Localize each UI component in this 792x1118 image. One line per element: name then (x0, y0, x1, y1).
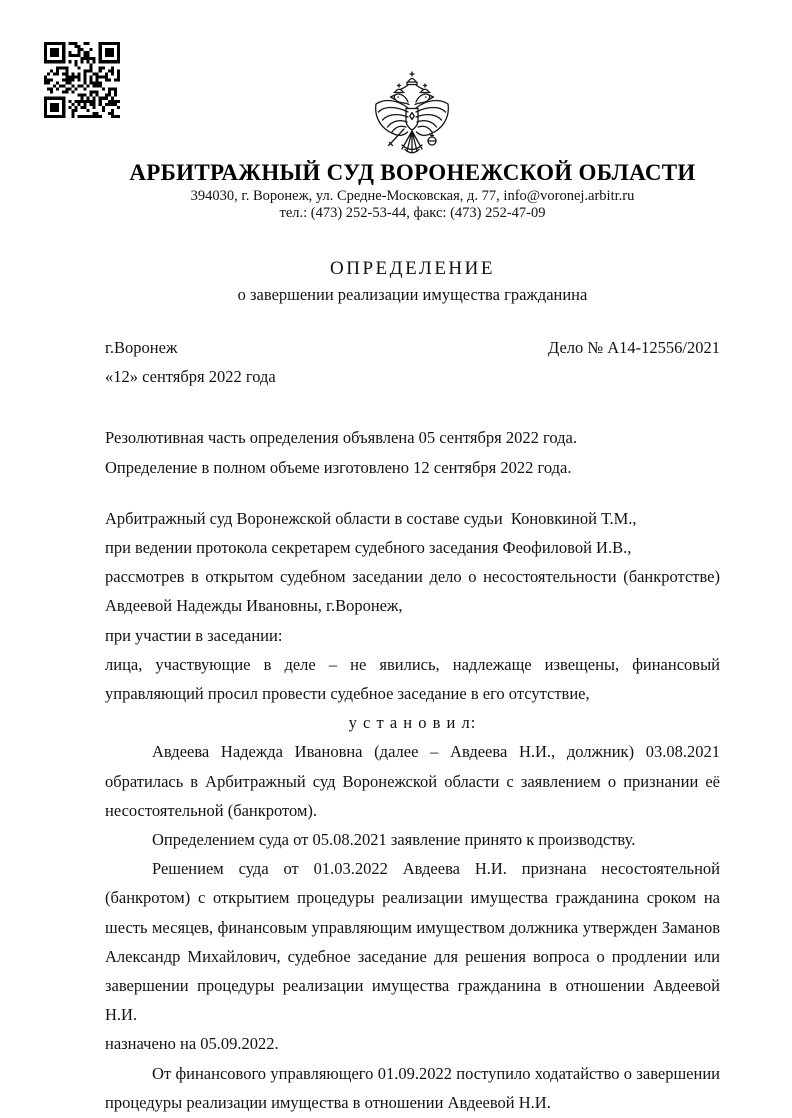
body-line: Авдеева Надежда Ивановна (далее – Авдеева Н.И., должник) 03.08.2021 (152, 742, 720, 762)
body-line: От финансового управляющего 01.09.2022 поступило ходатайство о завершении (152, 1063, 720, 1083)
resolution-keyword-line: у с т а н о в и л: (348, 713, 477, 733)
qr-code-icon (44, 42, 120, 118)
body-line: обратилась в Арбитражный суд Воронежской области с заявлением о признании её (105, 771, 720, 791)
city: г.Воронеж (105, 338, 178, 357)
case-number: Дело № А14-12556/2021 (547, 338, 720, 357)
document-date: «12» сентября 2022 года (105, 367, 276, 387)
body-line: при ведении протокола секретарем судебного заседания Феофиловой И.В., (105, 538, 632, 558)
court-address: 394030, г. Воронеж, ул. Средне-Московская, д. 77, info@voronej.arbitr.ru (190, 188, 635, 204)
body-lines (105, 423, 720, 1117)
body-line: Авдеевой Надежды Ивановны, г.Воронеж, (105, 596, 403, 616)
body-line: Определением суда от 05.08.2021 заявление принято к производству. (152, 830, 636, 850)
body-line: Определение в полном объеме изготовлено 12 сентября 2022 года. (105, 457, 572, 477)
document-subtitle: о завершении реализации имущества гражданина (237, 285, 588, 304)
body-line: назначено на 05.09.2022. (105, 1034, 279, 1054)
document-content (105, 160, 720, 1117)
body-line: лица, участвующие в деле – не явились, надлежаще извещены, финансовый (105, 654, 720, 674)
body-line: Решением суда от 01.03.2022 Авдеева Н.И. признана несостоятельной (152, 859, 720, 879)
body-line: управляющий просил провести судебное заседание в его отсутствие, (105, 684, 590, 704)
coat-of-arms-icon (368, 70, 456, 156)
body-line: Резолютивная часть определения объявлена 05 сентября 2022 года. (105, 428, 577, 448)
body-line: Александр Михайлович, судебное заседание для решения вопроса о продлении или (105, 946, 720, 966)
body-line: при участии в заседании: (105, 625, 283, 645)
court-name: АРБИТРАЖНЫЙ СУД ВОРОНЕЖСКОЙ ОБЛАСТИ (129, 160, 696, 185)
court-phone-fax: тел.: (473) 252-53-44, факс: (473) 252-47-09 (279, 205, 546, 221)
body-line: рассмотрев в открытом судебном заседании дело о несостоятельности (банкротстве) (105, 567, 720, 587)
body-line: Арбитражный суд Воронежской области в составе судьи Коновкиной Т.М., (105, 508, 637, 528)
body-line: (банкротом) с открытием процедуры реализации имущества гражданина сроком на (105, 888, 720, 908)
body-line: процедуры реализации имущества в отношении Авдеевой Н.И. (105, 1092, 551, 1112)
meta-row (105, 333, 720, 362)
body-line: завершении процедуры реализации имущества гражданина в отношении Авдеевой Н.И. (105, 976, 720, 1025)
document-title: ОПРЕДЕЛЕНИЕ (330, 258, 495, 279)
body-line: шесть месяцев, финансовым управляющим имуществом должника утвержден Заманов (105, 917, 720, 937)
body-line: несостоятельной (банкротом). (105, 800, 318, 820)
